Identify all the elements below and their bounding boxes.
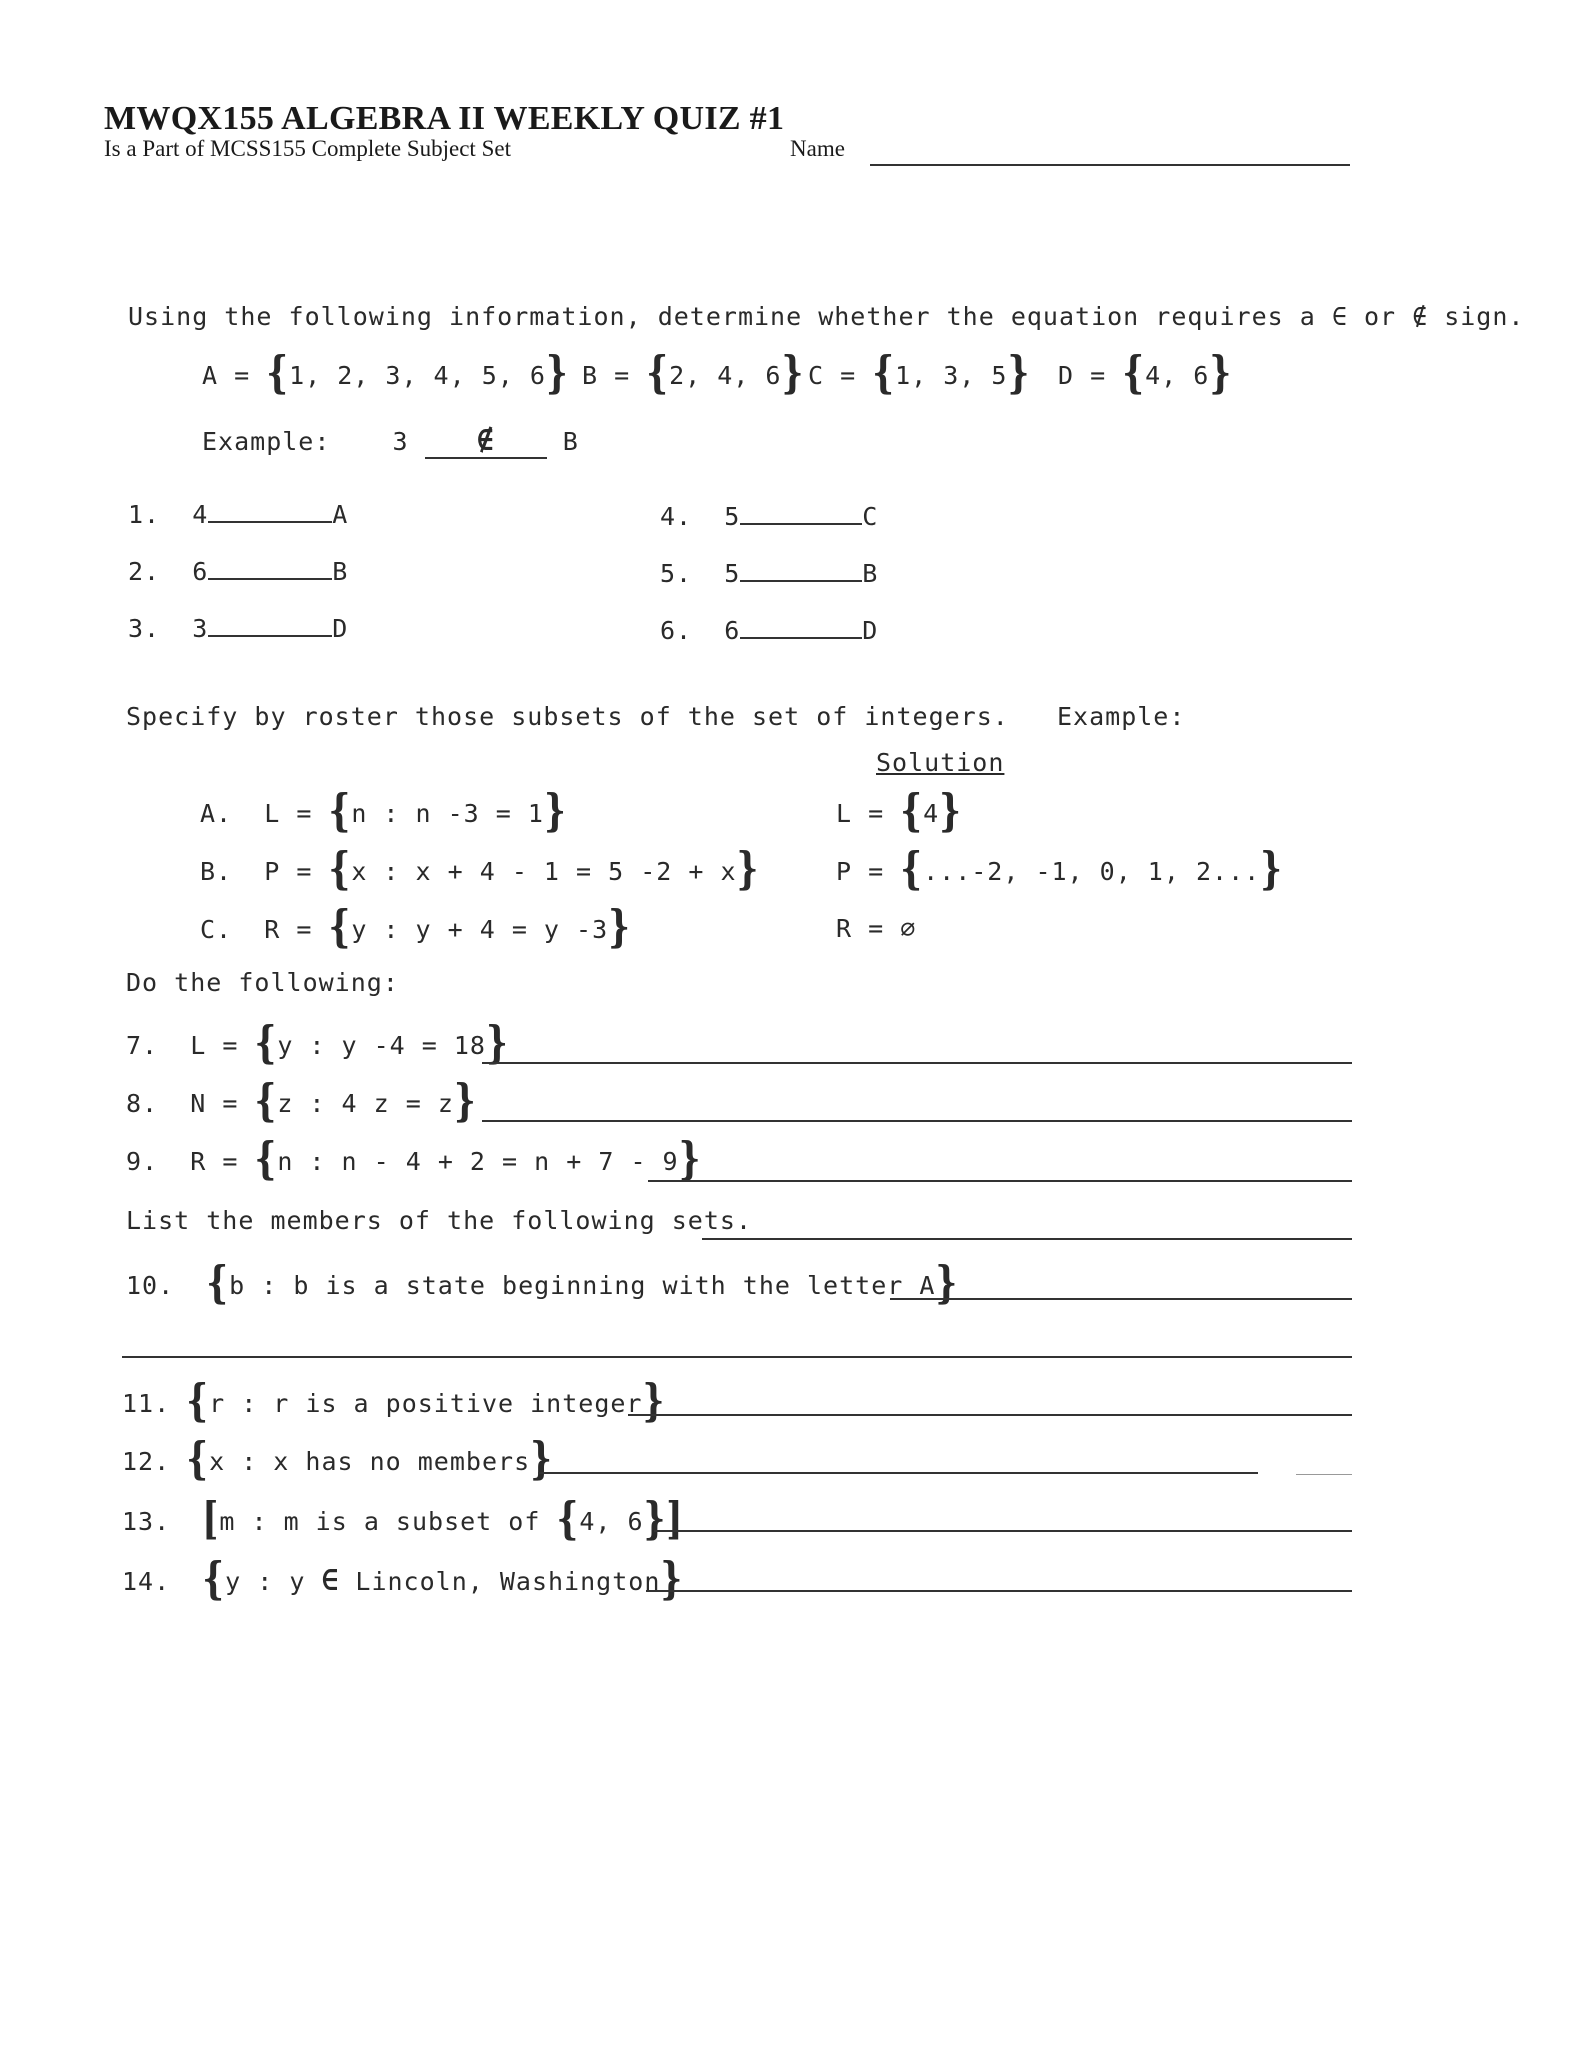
left-brace-icon: { (1122, 347, 1146, 399)
set-rule: r : r is a positive integer (209, 1389, 643, 1418)
question-14 (122, 1553, 684, 1605)
right-brace-icon: } (543, 785, 567, 837)
question-5 (660, 559, 878, 588)
set-label: D = (1058, 361, 1107, 390)
name-label: Name (790, 136, 845, 161)
solution-set-name: P = (836, 857, 885, 886)
set-members: 1, 3, 5 (895, 361, 1008, 390)
question-right: D (862, 616, 879, 645)
left-brace-icon: { (186, 1433, 210, 1485)
set-label: B = (582, 361, 631, 390)
right-brace-icon: } (1007, 347, 1031, 399)
set-rule: n : n -3 = 1 (351, 799, 544, 828)
set-label: A = (202, 361, 251, 390)
section2-instruction (126, 702, 1185, 731)
answer-blank[interactable] (740, 523, 862, 525)
question-10 (126, 1257, 959, 1309)
left-brace-icon: { (206, 1257, 230, 1309)
answer-line-7[interactable] (482, 1062, 1352, 1064)
question-number: 14. (122, 1567, 171, 1596)
example-left: 3 (392, 427, 409, 456)
question-number: 5. (660, 559, 693, 588)
solution-a (836, 785, 963, 837)
set-a (202, 347, 569, 399)
element-of-icon: ∈ (321, 1564, 340, 1597)
solution-set-name: L = (836, 799, 885, 828)
question-number: 1. (128, 500, 161, 529)
right-brace-icon: } (642, 1375, 666, 1427)
section1-instruction: Using the following information, determine whether the equation requires a ∈ or ∉ sign. (128, 302, 1525, 331)
set-rule: x : x + 4 - 1 = 5 -2 + x (351, 857, 737, 886)
question-8 (126, 1075, 477, 1127)
right-brace-icon: } (545, 347, 569, 399)
right-brace-icon: } (453, 1075, 477, 1127)
right-brace-icon: } (530, 1433, 553, 1485)
answer-line-13[interactable] (654, 1530, 1352, 1532)
name-field[interactable] (870, 164, 1350, 166)
left-brace-icon: { (556, 1493, 580, 1545)
question-11 (122, 1375, 666, 1427)
question-right: B (862, 559, 879, 588)
left-brace-icon: { (254, 1017, 278, 1069)
set-name: R = (264, 915, 313, 944)
set-d (1058, 347, 1233, 399)
solution-value: ...-2, -1, 0, 1, 2... (923, 857, 1261, 886)
question-number: 3. (128, 614, 161, 643)
example-right: B (562, 427, 579, 456)
question-number: 2. (128, 557, 161, 586)
right-brace-icon: } (781, 347, 805, 399)
set-rule: n : n - 4 + 2 = n + 7 - 9 (277, 1147, 679, 1176)
answer-blank[interactable] (740, 637, 862, 639)
answer-line-14[interactable] (646, 1590, 1352, 1592)
empty-set-icon: ∅ (900, 914, 917, 943)
left-brace-icon: { (900, 843, 924, 895)
right-brace-icon: } (660, 1553, 684, 1605)
question-number: 11. (122, 1389, 171, 1418)
question-4 (660, 502, 878, 531)
left-bracket-icon: [ (202, 1493, 220, 1545)
set-members: 1, 2, 3, 4, 5, 6 (289, 361, 546, 390)
set-rule: y : y -4 = 18 (277, 1031, 486, 1060)
right-brace-icon: } (608, 901, 632, 953)
right-bracket-icon: ] (666, 1493, 684, 1545)
answer-blank[interactable] (208, 635, 332, 637)
right-brace-icon: } (485, 1017, 509, 1069)
example-row (202, 424, 579, 459)
answer-line-11[interactable] (628, 1414, 1352, 1416)
left-brace-icon: { (328, 901, 352, 953)
answer-line-8[interactable] (482, 1120, 1352, 1122)
solution-c (836, 914, 916, 943)
left-brace-icon: { (186, 1375, 210, 1427)
example-b (200, 843, 760, 895)
question-right: C (862, 502, 879, 531)
answer-line-12[interactable] (538, 1472, 1258, 1474)
question-number: 4. (660, 502, 693, 531)
set-rule: z : 4 z = z (277, 1089, 454, 1118)
set-members: 4, 6 (1145, 361, 1210, 390)
solution-header: Solution (876, 748, 1005, 777)
question-6 (660, 616, 878, 645)
example-label: Example: (1056, 702, 1186, 731)
answer-blank[interactable] (740, 580, 862, 582)
set-rule: m : m is a subset of (219, 1507, 541, 1536)
question-3 (128, 614, 348, 643)
answer-line-12-extra (1296, 1474, 1352, 1475)
question-number: 8. (126, 1089, 159, 1118)
question-left: 4 (192, 500, 209, 529)
example-a (200, 785, 567, 837)
set-members: 2, 4, 6 (669, 361, 782, 390)
example-label: Example: (202, 427, 331, 456)
question-9 (126, 1133, 702, 1185)
left-brace-icon: { (900, 785, 924, 837)
left-brace-icon: { (202, 1553, 226, 1605)
instruction-text: Specify by roster those subsets of the set of integers. (126, 702, 1009, 731)
example-letter: B. (200, 857, 233, 886)
set-rule: y : y (225, 1567, 306, 1596)
example-letter: C. (200, 915, 233, 944)
answer-line-10-continued[interactable] (122, 1356, 1352, 1358)
right-brace-icon: } (939, 785, 963, 837)
set-c (808, 347, 1031, 399)
left-brace-icon: { (254, 1075, 278, 1127)
right-brace-icon: } (678, 1133, 702, 1185)
question-left: 6 (192, 557, 209, 586)
right-brace-icon: } (1260, 843, 1284, 895)
question-left: 5 (724, 502, 741, 531)
question-1 (128, 500, 348, 529)
question-13 (122, 1493, 684, 1545)
set-name: R = (190, 1147, 239, 1176)
example-letter: A. (200, 799, 233, 828)
question-number: 12. (122, 1447, 171, 1476)
question-left: 6 (724, 616, 741, 645)
question-7 (126, 1017, 509, 1069)
right-brace-icon: } (736, 843, 760, 895)
right-brace-icon: } (935, 1257, 959, 1309)
left-brace-icon: { (266, 347, 290, 399)
quiz-title: MWQX155 ALGEBRA II WEEKLY QUIZ #1 (104, 100, 785, 137)
set-name: L = (264, 799, 313, 828)
set-name: N = (190, 1089, 239, 1118)
set-rule: x : x has no members (209, 1447, 531, 1476)
question-left: 3 (192, 614, 209, 643)
set-rule: b : b is a state beginning with the letter A (229, 1271, 936, 1300)
inner-set: 4, 6 (579, 1507, 644, 1536)
section4-instruction: List the members of the following sets. (126, 1206, 752, 1235)
not-element-icon: ∉ (476, 424, 495, 457)
set-b (582, 347, 805, 399)
question-number: 10. (126, 1271, 175, 1300)
question-number: 13. (122, 1507, 171, 1536)
question-2 (128, 557, 348, 586)
solution-set-name: R = (836, 914, 885, 943)
right-brace-icon: } (1209, 347, 1233, 399)
left-brace-icon: { (328, 843, 352, 895)
answer-blank[interactable] (208, 578, 332, 580)
left-brace-icon: { (646, 347, 670, 399)
example-c (200, 901, 632, 953)
question-number: 6. (660, 616, 693, 645)
set-label: C = (808, 361, 857, 390)
set-name: P = (264, 857, 313, 886)
set-rule-continued: Lincoln, Washington (355, 1567, 661, 1596)
set-name: L = (190, 1031, 239, 1060)
question-number: 7. (126, 1031, 159, 1060)
question-number: 9. (126, 1147, 159, 1176)
quiz-subtitle: Is a Part of MCSS155 Complete Subject Set (104, 136, 511, 161)
left-brace-icon: { (872, 347, 896, 399)
section3-instruction: Do the following: (126, 968, 399, 997)
answer-blank[interactable] (208, 521, 332, 523)
answer-line-9[interactable] (648, 1180, 1352, 1182)
question-12 (122, 1433, 553, 1485)
answer-line-instruction[interactable] (702, 1238, 1352, 1240)
left-brace-icon: { (254, 1133, 278, 1185)
answer-line-10[interactable] (890, 1298, 1352, 1300)
solution-value: 4 (923, 799, 940, 828)
set-rule: y : y + 4 = y -3 (351, 915, 609, 944)
solution-b (836, 843, 1284, 895)
question-right: D (332, 614, 349, 643)
question-left: 5 (724, 559, 741, 588)
example-answer-blank (425, 424, 547, 459)
question-right: A (332, 500, 349, 529)
question-right: B (332, 557, 349, 586)
right-brace-icon: } (643, 1493, 667, 1545)
left-brace-icon: { (328, 785, 352, 837)
